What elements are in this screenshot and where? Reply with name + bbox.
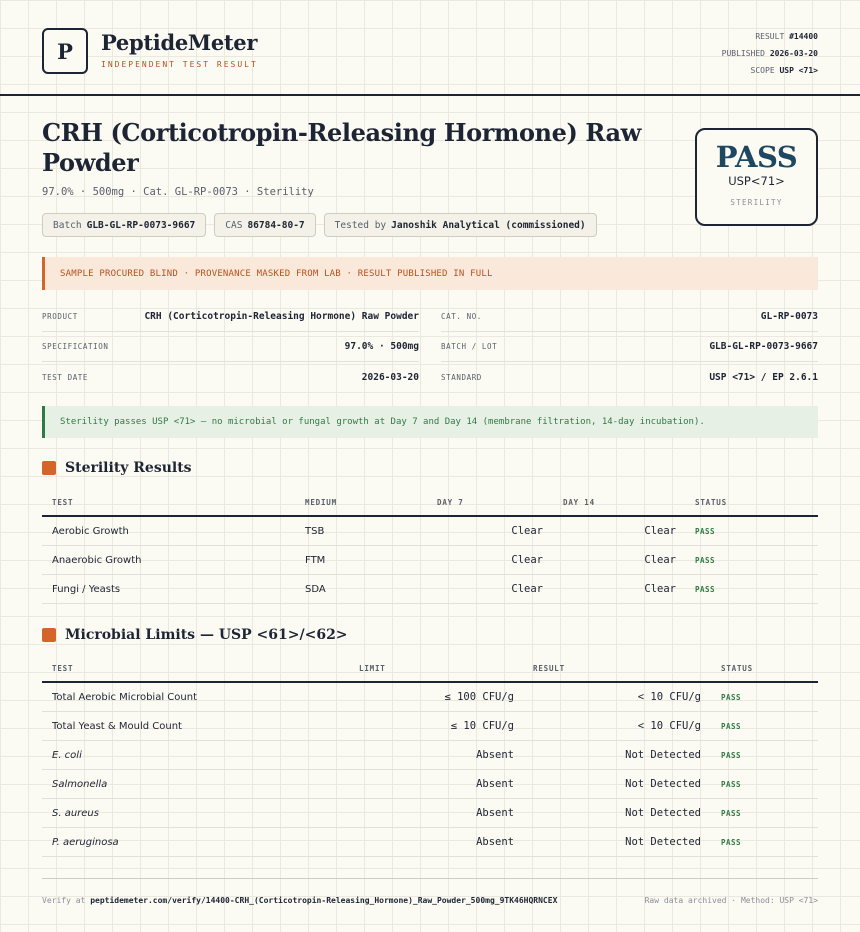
table-row: Salmonella Absent Not Detected PASS [42, 770, 818, 799]
verdict-standard: USP<71> [728, 174, 785, 188]
status-badge: PASS [721, 779, 742, 789]
result-summary-banner: Sterility passes USP <71> — no microbial or fungal growth at Day 7 and Day 14 (membrane filtration, 14-day incubation). [42, 406, 818, 438]
brand-logo: P [42, 28, 88, 74]
brand-tagline: INDEPENDENT TEST RESULT [101, 60, 258, 69]
status-badge: PASS [695, 526, 716, 536]
published-date: 2026-03-20 [769, 49, 818, 58]
verdict-test: STERILITY [730, 198, 783, 207]
info-row-product: PRODUCT CRH (Corticotropin-Releasing Hormone) Raw Powder [42, 302, 419, 332]
verify-link[interactable]: peptidemeter.com/verify/14400-CRH_(Corticotropin-Releasing_Hormone)_Raw_Powder_500mg_9TK46HQRNCEX [90, 896, 558, 905]
info-row-test-date: TEST DATE 2026-03-20 [42, 371, 419, 383]
table-row: Fungi / Yeasts SDA Clear Clear PASS [42, 575, 818, 604]
info-grid-left [42, 302, 419, 392]
result-meta [722, 28, 818, 79]
sterility-table [42, 489, 818, 604]
table-header: TEST MEDIUM DAY 7 DAY 14 STATUS [42, 489, 818, 517]
table-row: S. aureus Absent Not Detected PASS [42, 799, 818, 828]
report-footer [42, 878, 818, 922]
scope-line: SCOPE USP <71> [750, 66, 818, 75]
info-row-specification: SPECIFICATION 97.0% · 500mg [42, 332, 419, 362]
info-grid-right [441, 302, 818, 392]
status-badge: PASS [721, 692, 742, 702]
microbial-section-heading: Microbial Limits — USP <61>/<62> [42, 627, 348, 643]
info-row-cat-no: CAT. NO. GL-RP-0073 [441, 302, 818, 332]
section-marker-icon [42, 461, 56, 475]
status-badge: PASS [721, 721, 742, 731]
product-chips [42, 213, 597, 237]
section-marker-icon [42, 628, 56, 642]
report-header [0, 0, 860, 96]
table-row: Total Yeast & Mould Count ≤ 10 CFU/g < 10 CFU/g PASS [42, 712, 818, 741]
published-line: PUBLISHED 2026-03-20 [721, 49, 818, 58]
table-row: Total Aerobic Microbial Count ≤ 100 CFU/g < 10 CFU/g PASS [42, 683, 818, 712]
product-title: CRH (Corticotropin-Releasing Hormone) Raw Powder [42, 118, 641, 177]
status-badge: PASS [721, 837, 742, 847]
brand-name: PeptideMeter [101, 30, 258, 55]
scope-value: USP <71> [779, 66, 818, 75]
table-row: P. aeruginosa Absent Not Detected PASS [42, 828, 818, 857]
table-row: Aerobic Growth TSB Clear Clear PASS [42, 517, 818, 546]
batch-chip: Batch GLB-GL-RP-0073-9667 [42, 213, 206, 237]
blind-notice-banner: SAMPLE PROCURED BLIND · PROVENANCE MASKED FROM LAB · RESULT PUBLISHED IN FULL [42, 257, 818, 290]
verify-line: Verify at peptidemeter.com/verify/14400-CRH_(Corticotropin-Releasing_Hormone)_Raw_Powder_500mg_9TK46HQRNCEX [42, 896, 558, 905]
cas-chip: CAS 86784-80-7 [214, 213, 315, 237]
status-badge: PASS [721, 750, 742, 760]
status-badge: PASS [695, 555, 716, 565]
table-row: E. coli Absent Not Detected PASS [42, 741, 818, 770]
result-id: #14400 [789, 32, 818, 41]
product-subtitle: 97.0% · 500mg · Cat. GL-RP-0073 · Sterility [42, 186, 314, 198]
info-row-standard: STANDARD USP <71> / EP 2.6.1 [441, 371, 818, 383]
verdict-card [695, 128, 818, 226]
info-row-batch-lot: BATCH / LOT GLB-GL-RP-0073-9667 [441, 332, 818, 362]
status-badge: PASS [721, 808, 742, 818]
result-id-line: RESULT #14400 [755, 32, 818, 41]
verdict-word: PASS [715, 140, 798, 174]
table-row: Anaerobic Growth FTM Clear Clear PASS [42, 546, 818, 575]
archive-note: Raw data archived · Method: USP <71> [644, 896, 818, 905]
table-header: TEST LIMIT RESULT STATUS [42, 655, 818, 683]
tested-by-chip: Tested by Janoshik Analytical (commissioned) [324, 213, 597, 237]
status-badge: PASS [695, 584, 716, 594]
microbial-limits-table [42, 655, 818, 857]
sterility-section-heading: Sterility Results [42, 460, 192, 476]
